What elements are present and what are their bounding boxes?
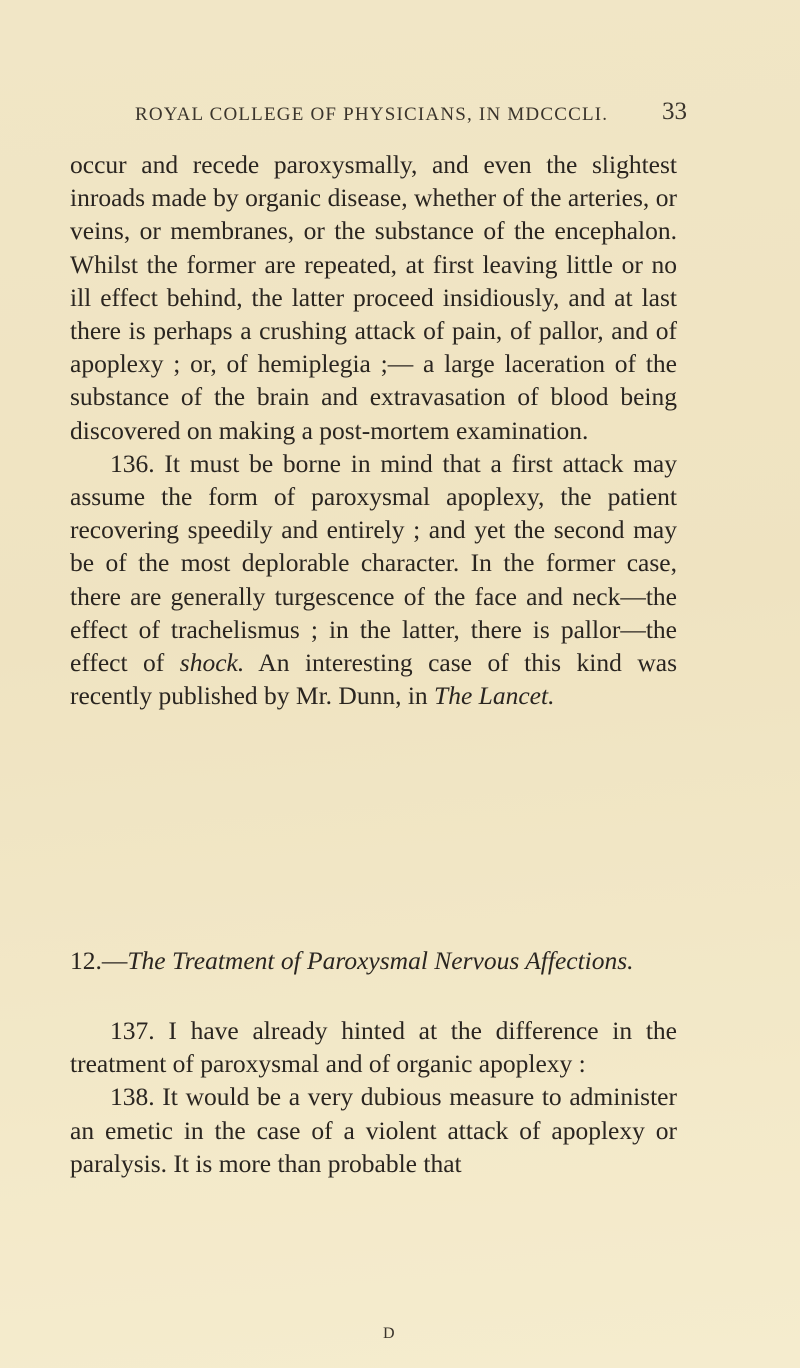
page-number: 33 xyxy=(662,98,687,125)
paragraph-138: 138. It would be a very dubious measure to administer an emetic in the case of a violent attack of apoplexy or paralysis. It is more than probable that xyxy=(70,1082,677,1178)
main-text-2 xyxy=(70,1014,677,1180)
paragraph-continuation: occur and recede paroxysmally, and even the slightest inroads made by organic disease, whether of the arteries, or veins, or membranes, or the substance of the encephalon. Whilst the former are repeated, at first leaving little or no ill effect behind, the latter proceed insidiously, and at last there is perhaps a crushing attack of pain, of pallor, and of apoplexy ; or, of hemiplegia ;— a large laceration of the substance of the brain and extravasation of blood being discovered on making a post-mortem examination. xyxy=(70,150,677,445)
paragraph-136-text: 136. It must be borne in mind that a first attack may assume the form of paroxysmal apoplexy, the patient recovering speedily and entirely ; and yet the second may be of the most deplorable character. In the former case, there are generally turgescence of the face and neck—the effect of trachelismus ; in the latter, there is pallor—the effect of xyxy=(70,448,677,678)
paragraph-136-lancet: The Lancet. xyxy=(434,681,555,711)
main-text xyxy=(70,148,677,712)
section-title: The Treatment of Paroxysmal Nervous Affections. xyxy=(127,946,634,975)
paragraph-136 xyxy=(70,447,677,713)
section-heading xyxy=(70,944,690,977)
signature-mark: D xyxy=(383,1325,395,1342)
paragraph-136-shock: shock. xyxy=(179,648,245,678)
section-number: 12.— xyxy=(70,946,128,975)
paragraph-136-text-mid: An interesting case of this kind was recently published by Mr. Dunn, in xyxy=(70,648,677,711)
running-head: ROYAL COLLEGE OF PHYSICIANS, IN MDCCCLI. xyxy=(135,104,609,125)
paragraph-137: 137. I have already hinted at the difference in the treatment of paroxysmal and of organic apoplexy : xyxy=(70,1016,677,1079)
